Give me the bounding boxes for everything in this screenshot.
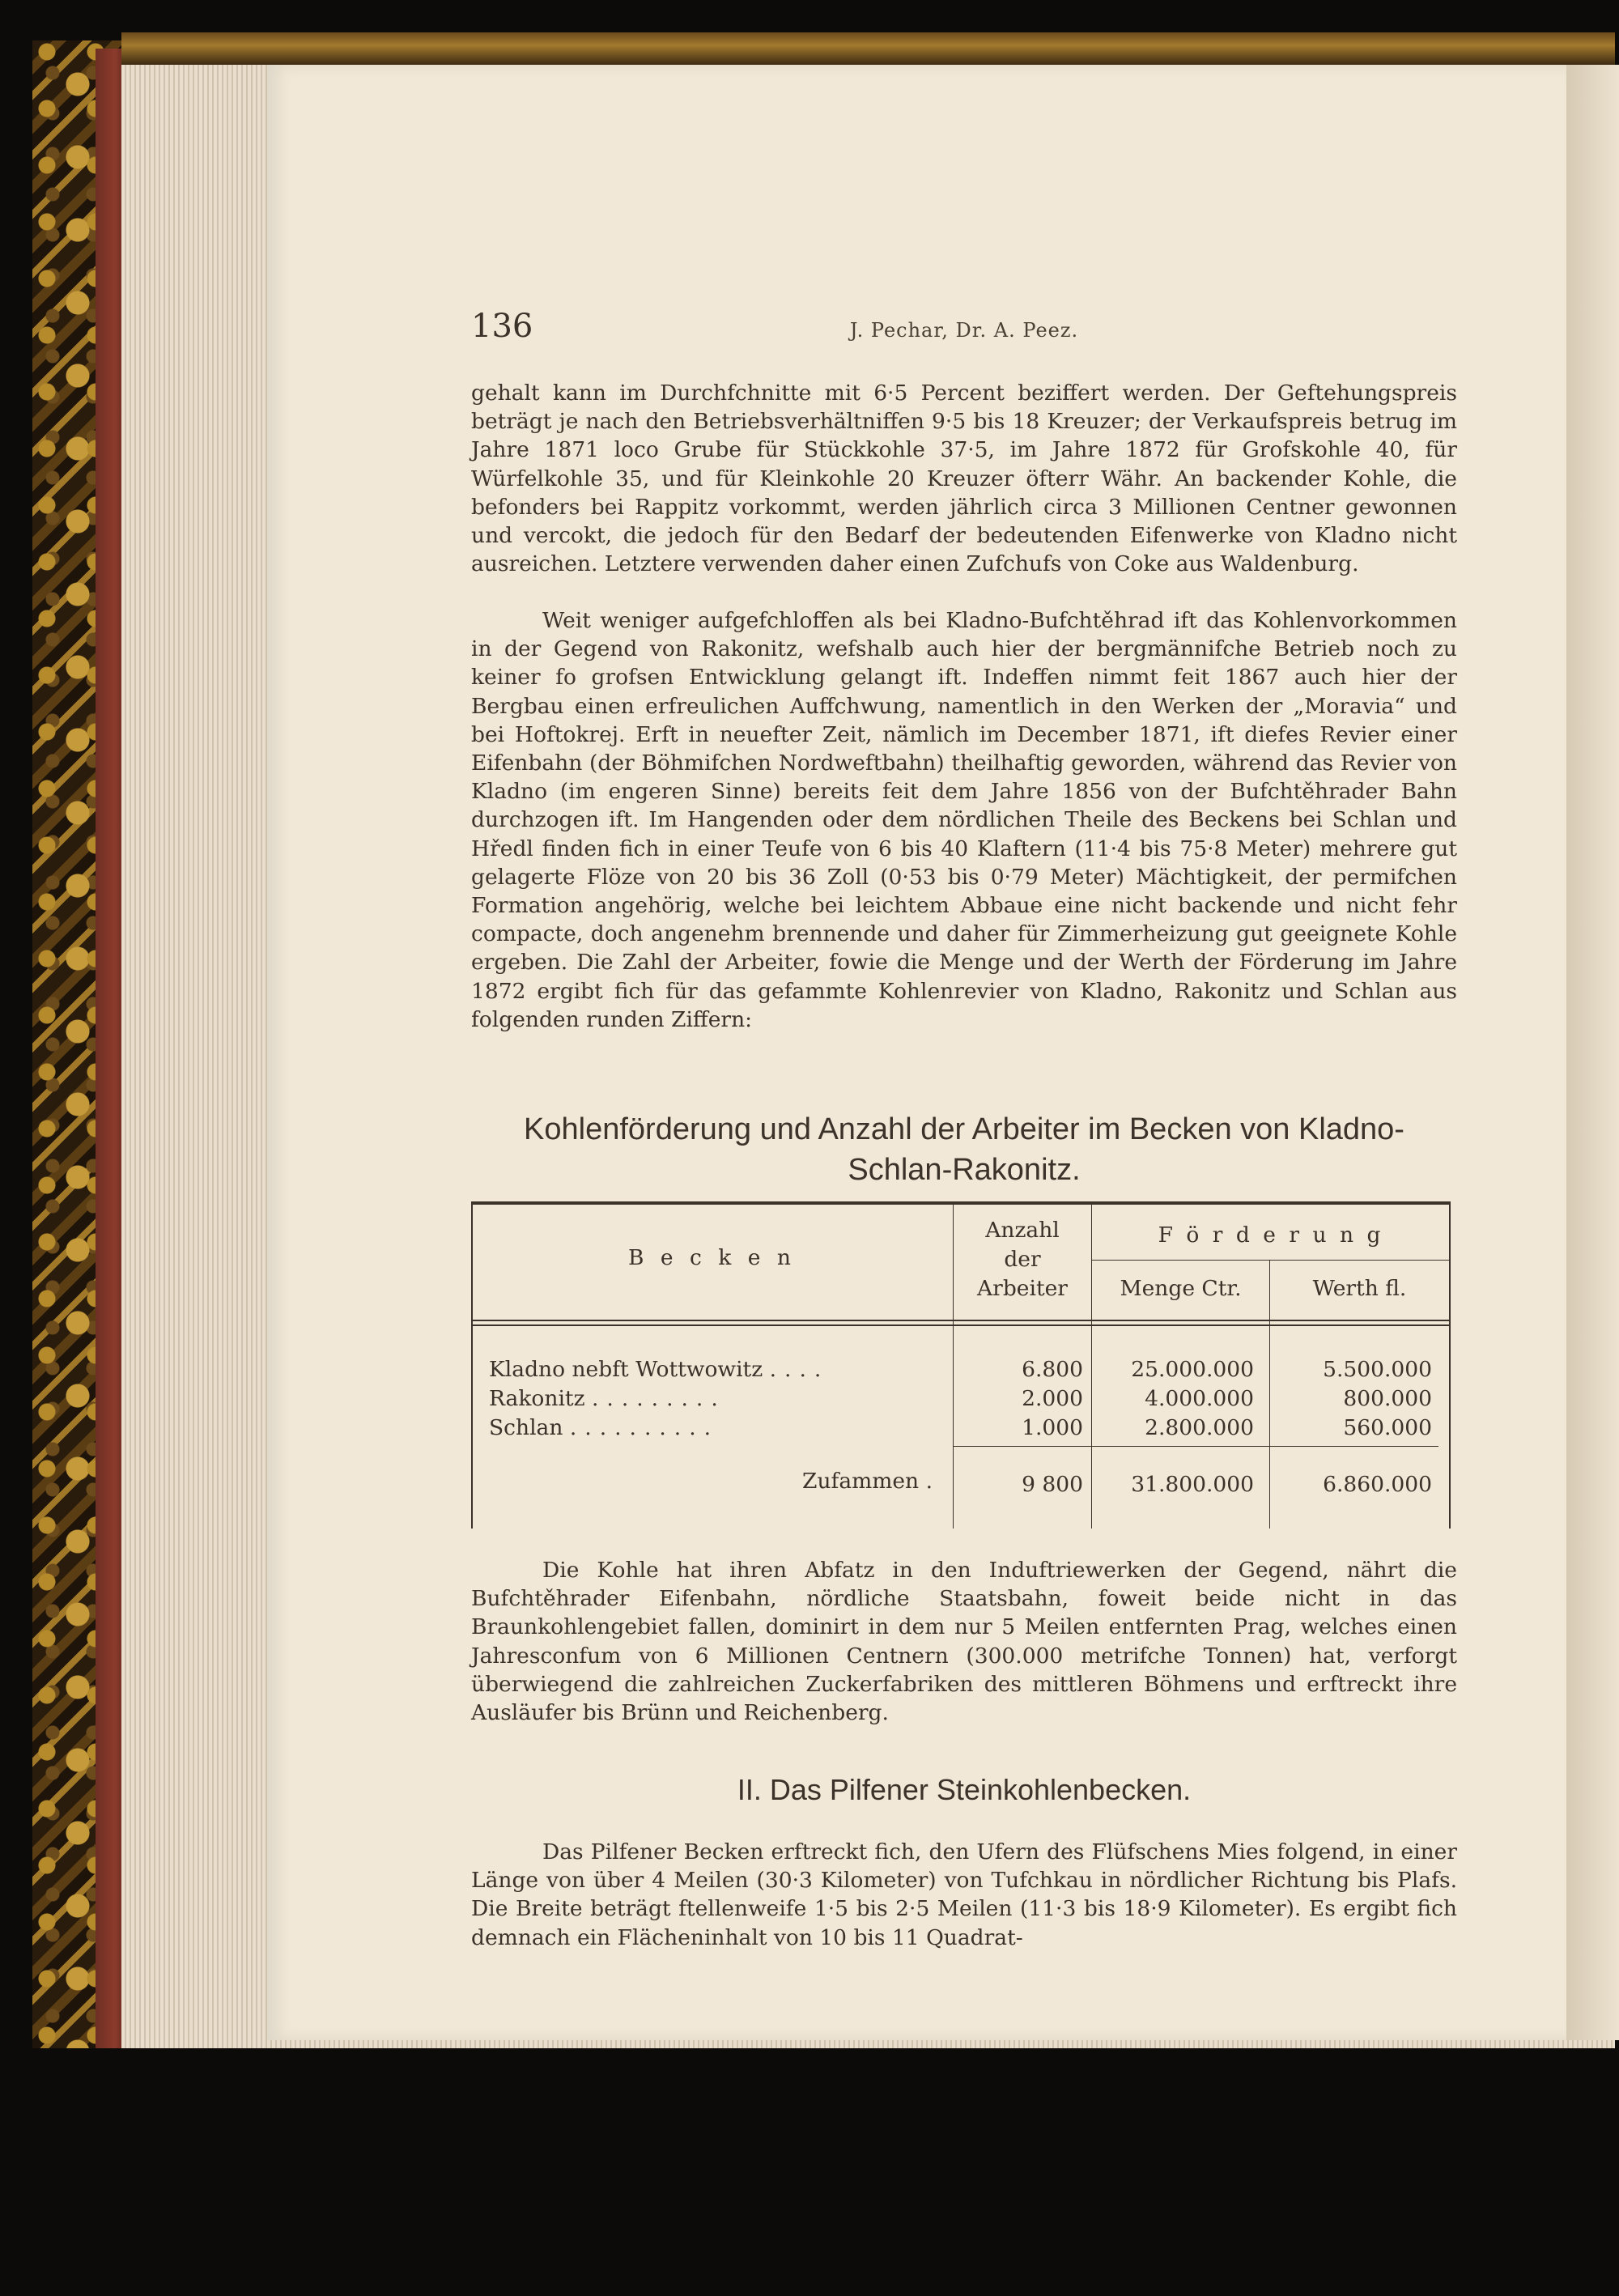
row-arbeiter: 2.000 xyxy=(1022,1386,1083,1411)
header-rule-1 xyxy=(471,1320,1451,1321)
paragraph-text: Das Pilfener Becken erftreckt fich, den Ufern des Flüfschens Mies folgend, in einer Länge von über 4 Meilen (30·3 Kilometer) von Tufchkau in nördlicher Richtung bis Plafs. Die Breite beträgt ftellenweife 1·5 bis 2·5 Meilen (11·3 bis 18·9 Kilometer). Es ergibt fich demnach ein Flächeninhalt von 10 bis 11 Quadrat- xyxy=(471,1839,1457,1950)
col-header-anzahl-3: Arbeiter xyxy=(977,1276,1068,1301)
row-dots: .......... xyxy=(569,1415,720,1440)
row-menge: 4.000.000 xyxy=(1145,1386,1254,1411)
total-werth: 6.860.000 xyxy=(1323,1472,1432,1497)
table-right-border xyxy=(1449,1205,1451,1529)
row-name: Schlan xyxy=(489,1415,563,1440)
total-arbeiter: 9 800 xyxy=(1022,1472,1083,1497)
col-header-werth: Werth fl. xyxy=(1312,1276,1407,1301)
table-row-name xyxy=(489,1386,726,1411)
page-header xyxy=(471,308,1457,348)
row-werth: 5.500.000 xyxy=(1323,1357,1432,1382)
row-name: Kladno nebft Wottwowitz xyxy=(489,1357,763,1382)
running-head: J. Pechar, Dr. A. Peez. xyxy=(849,319,1079,342)
sum-rule xyxy=(953,1446,1438,1447)
page-number: 136 xyxy=(471,308,533,345)
table-top-rule xyxy=(471,1201,1451,1205)
total-dots: . xyxy=(925,1469,941,1494)
row-dots: .... xyxy=(769,1357,830,1382)
row-arbeiter: 6.800 xyxy=(1022,1357,1083,1382)
foerderung-subrule xyxy=(1091,1260,1451,1261)
row-werth: 560.000 xyxy=(1343,1415,1432,1440)
coal-table xyxy=(471,1201,1451,1541)
gilded-top-edge xyxy=(121,32,1615,65)
paragraph-4 xyxy=(471,1838,1457,1952)
paragraph-text: gehalt kann im Durchfchnitte mit 6·5 Percent beziffert werden. Der Geftehungspreis beträgt je nach den Betriebsverhältniffen 9·5 bis 18 Kreuzer; der Verkaufspreis betrug im Jahre 1871 loco Grube für Stückkohle 37·5, im Jahre 1872 für Grofskohle 40, für Würfelkohle 35, und für Kleinkohle 20 Kreuzer öfterr Währ. An backender Kohle, die befonders bei Rappitz vorkommt, werden jährlich circa 3 Millionen Centner gewonnen und vercokt, die jedoch für den Bedarf der bedeutenden Eifenwerke von Kladno nicht ausreichen. Letztere verwenden daher einen Zufchufs von Coke aus Waldenburg. xyxy=(471,381,1457,577)
total-label-cell xyxy=(471,1469,941,1494)
table-row-name xyxy=(489,1357,829,1382)
total-label: Zufammen xyxy=(802,1469,920,1494)
paragraph-3 xyxy=(471,1556,1457,1727)
table-row-name xyxy=(489,1415,719,1440)
facing-page-edge xyxy=(1566,65,1619,2040)
row-werth: 800.000 xyxy=(1343,1386,1432,1411)
col-header-anzahl-2: der xyxy=(1004,1247,1041,1272)
col-header-anzahl-1: Anzahl xyxy=(985,1218,1060,1243)
paragraph-2 xyxy=(471,606,1457,1034)
section-heading: II. Das Pilfener Steinkohlenbecken. xyxy=(737,1773,1192,1806)
row-menge: 2.800.000 xyxy=(1145,1415,1254,1440)
row-name: Rakonitz xyxy=(489,1386,585,1411)
col-header-foerderung: F ö r d e r u n g xyxy=(1158,1222,1384,1248)
book-page xyxy=(267,65,1566,2040)
paragraph-text: Weit weniger aufgefchloffen als bei Kladno-Bufchtěhrad ift das Kohlenvorkommen in der Gegend von Rakonitz, wefshalb auch hier der bergmännifche Betrieb noch zu keiner fo grofsen Entwicklung gelangt ift. Indeffen nimmt feit 1867 auch hier der Bergbau einen erfreulichen Auffchwung, namentlich in den Werken der „Moravia“ und bei Hoftokrej. Erft in neuefter Zeit, nämlich im December 1871, ift diefes Revier einer Eifenbahn (der Böhmifchen Nordweftbahn) theilhaftig geworden, während das Revier von Kladno (im engeren Sinne) bereits feit dem Jahre 1856 von der Bufchtěhrader Bahn durchzogen ift. Im Hangenden oder dem nördlichen Theile des Beckens bei Schlan und Hředl finden fich in einer Teufe von 6 bis 40 Klaftern (11·4 bis 75·8 Meter) mehrere gut gelagerte Flöze von 20 bis 36 Zoll (0·53 bis 0·79 Meter) Mächtigkeit, der permifchen Formation angehörig, welche bei leichtem Abbaue eine nicht backende und nicht fehr compacte, doch angenehm brennende und daher für Zimmerheizung gut geeignete Kohle ergeben. Die Zahl der Arbeiter, fowie die Menge und der Werth der Förderung im Jahre 1872 ergibt fich für das gefammte Kohlenrevier von Kladno, Rakonitz und Schlan aus folgenden runden Ziffern: xyxy=(471,608,1457,1032)
paragraph-1 xyxy=(471,379,1457,578)
col-header-menge: Menge Ctr. xyxy=(1120,1276,1242,1301)
row-menge: 25.000.000 xyxy=(1131,1357,1254,1382)
paragraph-text: Die Kohle hat ihren Abfatz in den Induftriewerken der Gegend, nährt die Bufchtěhrader Eifenbahn, nördliche Staatsbahn, foweit beide nicht in das Braunkohlengebiet fallen, dominirt in dem nur 5 Meilen entfernten Prag, welches einen Jahresconfum von 6 Millionen Centnern (300.000 metrifche Tonnen) hat, verforgt überwiegend die zahlreichen Zuckerfabriken des mittleren Böhmens und erftreckt ihre Ausläufer bis Brünn und Reichenberg. xyxy=(471,1558,1457,1726)
row-arbeiter: 1.000 xyxy=(1022,1415,1083,1440)
col-header-becken: B e c k e n xyxy=(628,1245,796,1270)
row-dots: ......... xyxy=(591,1386,726,1411)
table-title-line-1: Kohlenförderung und Anzahl der Arbeiter im Becken von Kladno- xyxy=(524,1112,1404,1146)
table-title xyxy=(471,1109,1457,1190)
total-menge: 31.800.000 xyxy=(1131,1472,1254,1497)
table-title-line-2: Schlan-Rakonitz. xyxy=(848,1153,1081,1187)
header-rule-2 xyxy=(471,1324,1451,1326)
